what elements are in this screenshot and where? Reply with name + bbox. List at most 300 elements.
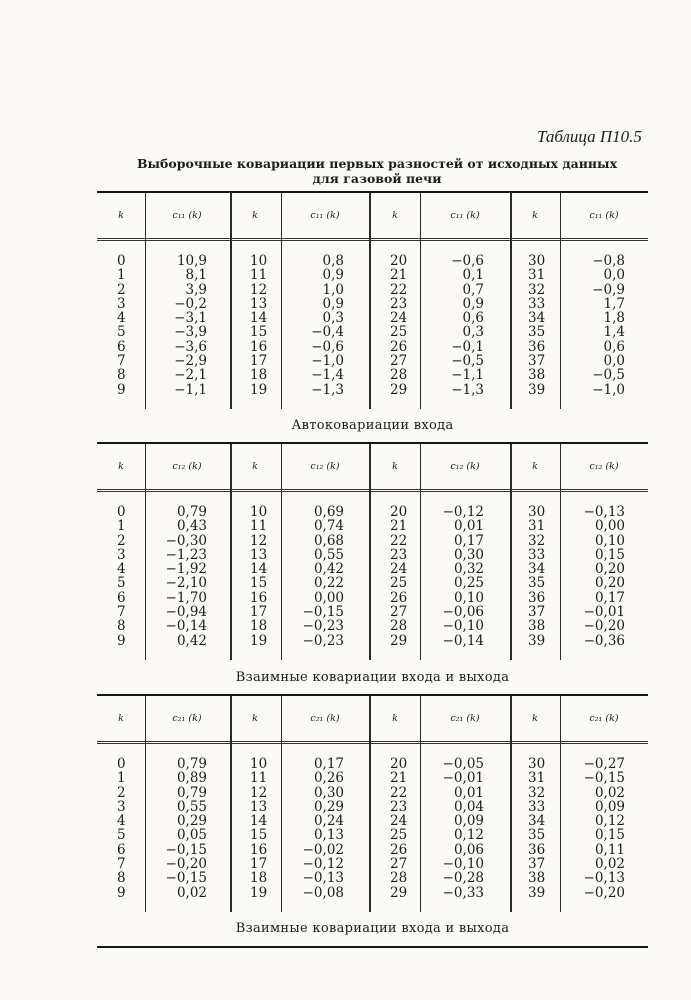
k-cell: 35 bbox=[528, 324, 546, 341]
covariance-cell: 0,3 bbox=[462, 324, 484, 341]
column-divider bbox=[560, 696, 561, 912]
covariance-cell: 0,02 bbox=[176, 884, 207, 901]
k-cell: 8 bbox=[117, 870, 126, 887]
k-column-header: k bbox=[392, 713, 398, 724]
covariance-cell: 0,25 bbox=[453, 575, 484, 592]
k-cell: 18 bbox=[250, 618, 268, 635]
k-cell: 12 bbox=[250, 784, 268, 801]
k-cell: 34 bbox=[528, 813, 546, 830]
covariance-cell: −0,10 bbox=[442, 618, 484, 635]
covariance-cell: −0,23 bbox=[302, 618, 344, 635]
covariance-cell: −0,1 bbox=[451, 338, 484, 355]
covariance-cell: 0,10 bbox=[453, 589, 484, 606]
covariance-cell: −0,20 bbox=[583, 884, 625, 901]
covariance-cell: 0,17 bbox=[594, 589, 625, 606]
column-divider bbox=[511, 696, 512, 912]
k-cell: 26 bbox=[390, 589, 408, 606]
k-cell: 29 bbox=[390, 884, 408, 901]
column-divider bbox=[370, 696, 371, 912]
k-cell: 12 bbox=[250, 281, 268, 298]
covariance-cell: −0,4 bbox=[311, 324, 344, 341]
k-values-column bbox=[528, 505, 554, 648]
covariance-cell: 0,43 bbox=[176, 518, 207, 535]
k-cell: 22 bbox=[390, 532, 408, 549]
column-divider bbox=[511, 193, 512, 409]
column-divider bbox=[370, 193, 371, 409]
covariance-cell: −1,0 bbox=[592, 381, 625, 398]
k-values-column bbox=[250, 254, 276, 397]
k-cell: 31 bbox=[528, 267, 546, 284]
column-divider bbox=[281, 193, 282, 409]
k-column-header: k bbox=[118, 210, 124, 221]
covariance-cell: −0,12 bbox=[302, 856, 344, 873]
covariance-cell: −0,27 bbox=[583, 756, 625, 772]
covariance-cell: 0,13 bbox=[313, 827, 344, 844]
covariance-cell: 0,32 bbox=[453, 561, 484, 578]
k-cell: 10 bbox=[250, 253, 268, 269]
k-column-header: k bbox=[532, 713, 538, 724]
covariance-cell: −1,1 bbox=[174, 381, 207, 398]
k-cell: 23 bbox=[390, 546, 408, 563]
k-cell: 24 bbox=[390, 813, 408, 830]
covariance-cell: 0,29 bbox=[176, 813, 207, 830]
covariance-cell: 0,01 bbox=[453, 784, 484, 801]
k-cell: 26 bbox=[390, 338, 408, 355]
k-cell: 27 bbox=[390, 604, 408, 621]
covariance-cell: −0,5 bbox=[451, 353, 484, 370]
k-cell: 33 bbox=[528, 546, 546, 563]
covariance-cell: 0,68 bbox=[313, 532, 344, 549]
covariance-cell: −0,13 bbox=[302, 870, 344, 887]
k-cell: 16 bbox=[250, 589, 268, 606]
column-divider bbox=[145, 444, 146, 660]
covariance-cell: −0,8 bbox=[592, 253, 625, 269]
k-values-column bbox=[390, 254, 416, 397]
covariance-cell: 0,04 bbox=[453, 798, 484, 815]
k-cell: 31 bbox=[528, 770, 546, 787]
value-column-header: c₁₁ (k) bbox=[450, 210, 480, 221]
k-cell: 15 bbox=[250, 827, 268, 844]
value-column-header: c₁₂ (k) bbox=[310, 461, 340, 472]
k-cell: 20 bbox=[390, 756, 408, 772]
k-cell: 30 bbox=[528, 504, 546, 520]
column-divider bbox=[281, 696, 282, 912]
k-cell: 34 bbox=[528, 561, 546, 578]
covariance-cell: 0,6 bbox=[603, 338, 625, 355]
covariance-cell: −0,33 bbox=[442, 884, 484, 901]
k-cell: 37 bbox=[528, 353, 546, 370]
k-column-header: k bbox=[252, 461, 258, 472]
k-cell: 15 bbox=[250, 575, 268, 592]
k-cell: 4 bbox=[117, 813, 126, 830]
covariance-values-column bbox=[565, 254, 625, 397]
header-rule-double bbox=[97, 240, 648, 241]
covariance-cell: 0,17 bbox=[313, 756, 344, 772]
covariance-values-column bbox=[424, 254, 484, 397]
covariance-values-column bbox=[424, 757, 484, 900]
value-column-header: c₁₁ (k) bbox=[310, 210, 340, 221]
value-column-header: c₁₁ (k) bbox=[172, 210, 202, 221]
covariance-cell: 0,8 bbox=[322, 253, 344, 269]
k-cell: 2 bbox=[117, 281, 126, 298]
covariance-cell: 0,29 bbox=[313, 798, 344, 815]
k-cell: 25 bbox=[390, 575, 408, 592]
covariance-cell: 0,9 bbox=[462, 295, 484, 312]
covariance-cell: −3,1 bbox=[174, 310, 207, 327]
k-cell: 1 bbox=[117, 267, 126, 284]
k-cell: 21 bbox=[390, 518, 408, 535]
covariance-cell: 0,05 bbox=[176, 827, 207, 844]
k-cell: 25 bbox=[390, 827, 408, 844]
covariance-cell: −0,05 bbox=[442, 756, 484, 772]
k-values-column bbox=[117, 254, 143, 397]
k-cell: 35 bbox=[528, 827, 546, 844]
k-cell: 20 bbox=[390, 504, 408, 520]
covariance-cell: −0,10 bbox=[442, 856, 484, 873]
k-cell: 32 bbox=[528, 281, 546, 298]
covariance-cell: −0,14 bbox=[165, 618, 207, 635]
k-cell: 9 bbox=[117, 381, 126, 398]
k-cell: 3 bbox=[117, 295, 126, 312]
table-caption: Автоковариации входа bbox=[291, 418, 454, 433]
covariance-cell: −2,1 bbox=[174, 367, 207, 384]
k-cell: 32 bbox=[528, 784, 546, 801]
k-cell: 2 bbox=[117, 784, 126, 801]
value-column-header: c₁₂ (k) bbox=[589, 461, 619, 472]
covariance-cell: −0,01 bbox=[442, 770, 484, 787]
k-cell: 11 bbox=[250, 267, 268, 284]
covariance-cell: 0,06 bbox=[453, 841, 484, 858]
covariance-cell: 1,0 bbox=[322, 281, 344, 298]
k-values-column bbox=[250, 757, 276, 900]
k-cell: 19 bbox=[250, 381, 268, 398]
covariance-values-column bbox=[147, 505, 207, 648]
k-cell: 13 bbox=[250, 295, 268, 312]
covariance-cell: −0,94 bbox=[165, 604, 207, 621]
covariance-cell: −0,2 bbox=[174, 295, 207, 312]
k-cell: 29 bbox=[390, 381, 408, 398]
covariance-cell: 0,42 bbox=[176, 632, 207, 649]
value-column-header: c₂₁ (k) bbox=[589, 713, 619, 724]
k-cell: 35 bbox=[528, 575, 546, 592]
covariance-cell: −0,13 bbox=[583, 504, 625, 520]
k-cell: 32 bbox=[528, 532, 546, 549]
covariance-cell: 0,15 bbox=[594, 546, 625, 563]
table-top-rule bbox=[97, 442, 648, 444]
covariance-cell: 0,69 bbox=[313, 504, 344, 520]
value-column-header: c₁₁ (k) bbox=[589, 210, 619, 221]
covariance-cell: −0,5 bbox=[592, 367, 625, 384]
column-divider bbox=[420, 193, 421, 409]
covariance-cell: −0,06 bbox=[442, 604, 484, 621]
k-cell: 37 bbox=[528, 604, 546, 621]
covariance-cell: −0,6 bbox=[311, 338, 344, 355]
k-column-header: k bbox=[392, 461, 398, 472]
k-cell: 1 bbox=[117, 770, 126, 787]
k-values-column bbox=[250, 505, 276, 648]
k-values-column bbox=[117, 505, 143, 648]
k-cell: 30 bbox=[528, 253, 546, 269]
k-cell: 38 bbox=[528, 870, 546, 887]
k-values-column bbox=[117, 757, 143, 900]
column-divider bbox=[420, 696, 421, 912]
k-cell: 27 bbox=[390, 856, 408, 873]
covariance-cell: 0,6 bbox=[462, 310, 484, 327]
k-cell: 10 bbox=[250, 756, 268, 772]
k-cell: 19 bbox=[250, 884, 268, 901]
covariance-cell: 0,22 bbox=[313, 575, 344, 592]
column-divider bbox=[231, 696, 232, 912]
covariance-cell: 0,89 bbox=[176, 770, 207, 787]
k-cell: 39 bbox=[528, 381, 546, 398]
covariance-cell: −0,20 bbox=[165, 856, 207, 873]
k-cell: 5 bbox=[117, 827, 126, 844]
k-cell: 0 bbox=[117, 253, 126, 269]
k-cell: 38 bbox=[528, 367, 546, 384]
column-divider bbox=[145, 193, 146, 409]
covariance-cell: 0,12 bbox=[594, 813, 625, 830]
k-cell: 27 bbox=[390, 353, 408, 370]
k-cell: 18 bbox=[250, 367, 268, 384]
covariance-cell: −0,15 bbox=[165, 841, 207, 858]
k-cell: 36 bbox=[528, 338, 546, 355]
k-cell: 28 bbox=[390, 870, 408, 887]
table-number-label: Таблица П10.5 bbox=[537, 127, 642, 146]
k-cell: 25 bbox=[390, 324, 408, 341]
covariance-cell: 0,24 bbox=[313, 813, 344, 830]
k-cell: 24 bbox=[390, 310, 408, 327]
k-cell: 0 bbox=[117, 504, 126, 520]
k-cell: 31 bbox=[528, 518, 546, 535]
k-cell: 3 bbox=[117, 798, 126, 815]
k-cell: 17 bbox=[250, 604, 268, 621]
covariance-cell: −0,6 bbox=[451, 253, 484, 269]
k-cell: 21 bbox=[390, 267, 408, 284]
k-column-header: k bbox=[118, 461, 124, 472]
covariance-cell: −3,9 bbox=[174, 324, 207, 341]
covariance-cell: −0,36 bbox=[583, 632, 625, 649]
k-cell: 36 bbox=[528, 589, 546, 606]
k-cell: 23 bbox=[390, 798, 408, 815]
covariance-cell: 1,4 bbox=[603, 324, 625, 341]
k-cell: 6 bbox=[117, 338, 126, 355]
covariance-cell: 0,11 bbox=[594, 841, 625, 858]
k-cell: 22 bbox=[390, 281, 408, 298]
covariance-values-column bbox=[284, 505, 344, 648]
k-cell: 19 bbox=[250, 632, 268, 649]
k-cell: 29 bbox=[390, 632, 408, 649]
k-cell: 9 bbox=[117, 884, 126, 901]
covariance-cell: −0,13 bbox=[583, 870, 625, 887]
covariance-cell: 0,0 bbox=[603, 353, 625, 370]
table-caption: Взаимные ковариации входа и выхода bbox=[235, 670, 510, 685]
k-cell: 26 bbox=[390, 841, 408, 858]
value-column-header: c₁₂ (k) bbox=[450, 461, 480, 472]
k-cell: 11 bbox=[250, 770, 268, 787]
covariance-cell: 0,02 bbox=[594, 856, 625, 873]
covariance-values-column bbox=[424, 505, 484, 648]
covariance-cell: 3,9 bbox=[185, 281, 207, 298]
covariance-cell: 0,00 bbox=[594, 518, 625, 535]
k-values-column bbox=[390, 505, 416, 648]
covariance-cell: 8,1 bbox=[185, 267, 207, 284]
k-cell: 4 bbox=[117, 561, 126, 578]
k-cell: 34 bbox=[528, 310, 546, 327]
column-divider bbox=[231, 444, 232, 660]
k-values-column bbox=[528, 757, 554, 900]
covariance-cell: 0,02 bbox=[594, 784, 625, 801]
covariance-cell: 0,26 bbox=[313, 770, 344, 787]
covariance-cell: −0,14 bbox=[442, 632, 484, 649]
covariance-cell: 1,7 bbox=[603, 295, 625, 312]
covariance-cell: −2,9 bbox=[174, 353, 207, 370]
k-cell: 30 bbox=[528, 756, 546, 772]
k-cell: 16 bbox=[250, 841, 268, 858]
k-cell: 33 bbox=[528, 295, 546, 312]
covariance-cell: 0,0 bbox=[603, 267, 625, 284]
covariance-cell: 0,74 bbox=[313, 518, 344, 535]
header-rule-double bbox=[97, 491, 648, 492]
covariance-values-column bbox=[284, 254, 344, 397]
covariance-table-3 bbox=[97, 694, 648, 916]
bottom-rule bbox=[97, 946, 648, 948]
covariance-values-column bbox=[565, 505, 625, 648]
table-top-rule bbox=[97, 191, 648, 193]
covariance-cell: 0,15 bbox=[594, 827, 625, 844]
covariance-cell: 0,30 bbox=[453, 546, 484, 563]
column-divider bbox=[560, 193, 561, 409]
column-divider bbox=[560, 444, 561, 660]
k-cell: 7 bbox=[117, 353, 126, 370]
covariance-cell: 0,79 bbox=[176, 784, 207, 801]
covariance-cell: 0,9 bbox=[322, 267, 344, 284]
table-caption: Взаимные ковариации входа и выхода bbox=[235, 921, 510, 936]
covariance-values-column bbox=[284, 757, 344, 900]
covariance-cell: −0,28 bbox=[442, 870, 484, 887]
table-title-line-2: для газовой печи bbox=[312, 171, 442, 186]
k-cell: 6 bbox=[117, 589, 126, 606]
k-values-column bbox=[528, 254, 554, 397]
covariance-cell: −3,6 bbox=[174, 338, 207, 355]
header-rule bbox=[97, 238, 648, 239]
k-cell: 38 bbox=[528, 618, 546, 635]
k-cell: 10 bbox=[250, 504, 268, 520]
covariance-cell: −1,4 bbox=[311, 367, 344, 384]
value-column-header: c₂₁ (k) bbox=[310, 713, 340, 724]
covariance-cell: −0,9 bbox=[592, 281, 625, 298]
k-cell: 22 bbox=[390, 784, 408, 801]
k-cell: 36 bbox=[528, 841, 546, 858]
covariance-cell: 0,3 bbox=[322, 310, 344, 327]
covariance-cell: 0,10 bbox=[594, 532, 625, 549]
column-divider bbox=[370, 444, 371, 660]
covariance-cell: −0,20 bbox=[583, 618, 625, 635]
covariance-cell: 10,9 bbox=[176, 253, 207, 269]
covariance-cell: 0,30 bbox=[313, 784, 344, 801]
covariance-table-1 bbox=[97, 191, 648, 413]
k-cell: 4 bbox=[117, 310, 126, 327]
covariance-cell: 0,17 bbox=[453, 532, 484, 549]
k-cell: 20 bbox=[390, 253, 408, 269]
covariance-cell: 0,09 bbox=[594, 798, 625, 815]
column-divider bbox=[511, 444, 512, 660]
covariance-cell: 0,00 bbox=[313, 589, 344, 606]
covariance-cell: 0,01 bbox=[453, 518, 484, 535]
k-cell: 2 bbox=[117, 532, 126, 549]
k-cell: 17 bbox=[250, 353, 268, 370]
covariance-cell: −0,15 bbox=[583, 770, 625, 787]
column-divider bbox=[281, 444, 282, 660]
header-rule bbox=[97, 489, 648, 490]
k-cell: 16 bbox=[250, 338, 268, 355]
k-cell: 39 bbox=[528, 632, 546, 649]
k-cell: 8 bbox=[117, 618, 126, 635]
k-cell: 5 bbox=[117, 324, 126, 341]
k-cell: 12 bbox=[250, 532, 268, 549]
k-column-header: k bbox=[532, 210, 538, 221]
value-column-header: c₁₂ (k) bbox=[172, 461, 202, 472]
covariance-values-column bbox=[147, 254, 207, 397]
k-cell: 8 bbox=[117, 367, 126, 384]
k-column-header: k bbox=[252, 713, 258, 724]
covariance-cell: 1,8 bbox=[603, 310, 625, 327]
k-column-header: k bbox=[392, 210, 398, 221]
k-column-header: k bbox=[252, 210, 258, 221]
k-cell: 1 bbox=[117, 518, 126, 535]
k-column-header: k bbox=[532, 461, 538, 472]
k-cell: 33 bbox=[528, 798, 546, 815]
covariance-cell: 0,79 bbox=[176, 504, 207, 520]
covariance-cell: −1,92 bbox=[165, 561, 207, 578]
k-cell: 28 bbox=[390, 618, 408, 635]
k-cell: 14 bbox=[250, 310, 268, 327]
k-cell: 23 bbox=[390, 295, 408, 312]
value-column-header: c₂₁ (k) bbox=[450, 713, 480, 724]
covariance-cell: 0,79 bbox=[176, 756, 207, 772]
table-title-line-1: Выборочные ковариации первых разностей от исходных данных bbox=[136, 156, 618, 171]
covariance-cell: −0,15 bbox=[302, 604, 344, 621]
covariance-values-column bbox=[565, 757, 625, 900]
covariance-cell: −0,30 bbox=[165, 532, 207, 549]
header-rule-double bbox=[97, 743, 648, 744]
k-cell: 39 bbox=[528, 884, 546, 901]
k-column-header: k bbox=[118, 713, 124, 724]
covariance-table-2 bbox=[97, 442, 648, 664]
covariance-cell: −1,70 bbox=[165, 589, 207, 606]
k-cell: 7 bbox=[117, 856, 126, 873]
k-cell: 9 bbox=[117, 632, 126, 649]
k-cell: 11 bbox=[250, 518, 268, 535]
covariance-cell: 0,42 bbox=[313, 561, 344, 578]
column-divider bbox=[231, 193, 232, 409]
header-rule bbox=[97, 741, 648, 742]
k-cell: 15 bbox=[250, 324, 268, 341]
covariance-cell: −0,02 bbox=[302, 841, 344, 858]
covariance-cell: −1,23 bbox=[165, 546, 207, 563]
k-cell: 24 bbox=[390, 561, 408, 578]
k-cell: 5 bbox=[117, 575, 126, 592]
column-divider bbox=[420, 444, 421, 660]
k-cell: 14 bbox=[250, 561, 268, 578]
covariance-cell: 0,20 bbox=[594, 561, 625, 578]
covariance-cell: 0,20 bbox=[594, 575, 625, 592]
covariance-values-column bbox=[147, 757, 207, 900]
covariance-cell: 0,1 bbox=[462, 267, 484, 284]
k-cell: 28 bbox=[390, 367, 408, 384]
covariance-cell: −2,10 bbox=[165, 575, 207, 592]
covariance-cell: −0,08 bbox=[302, 884, 344, 901]
covariance-cell: 0,09 bbox=[453, 813, 484, 830]
